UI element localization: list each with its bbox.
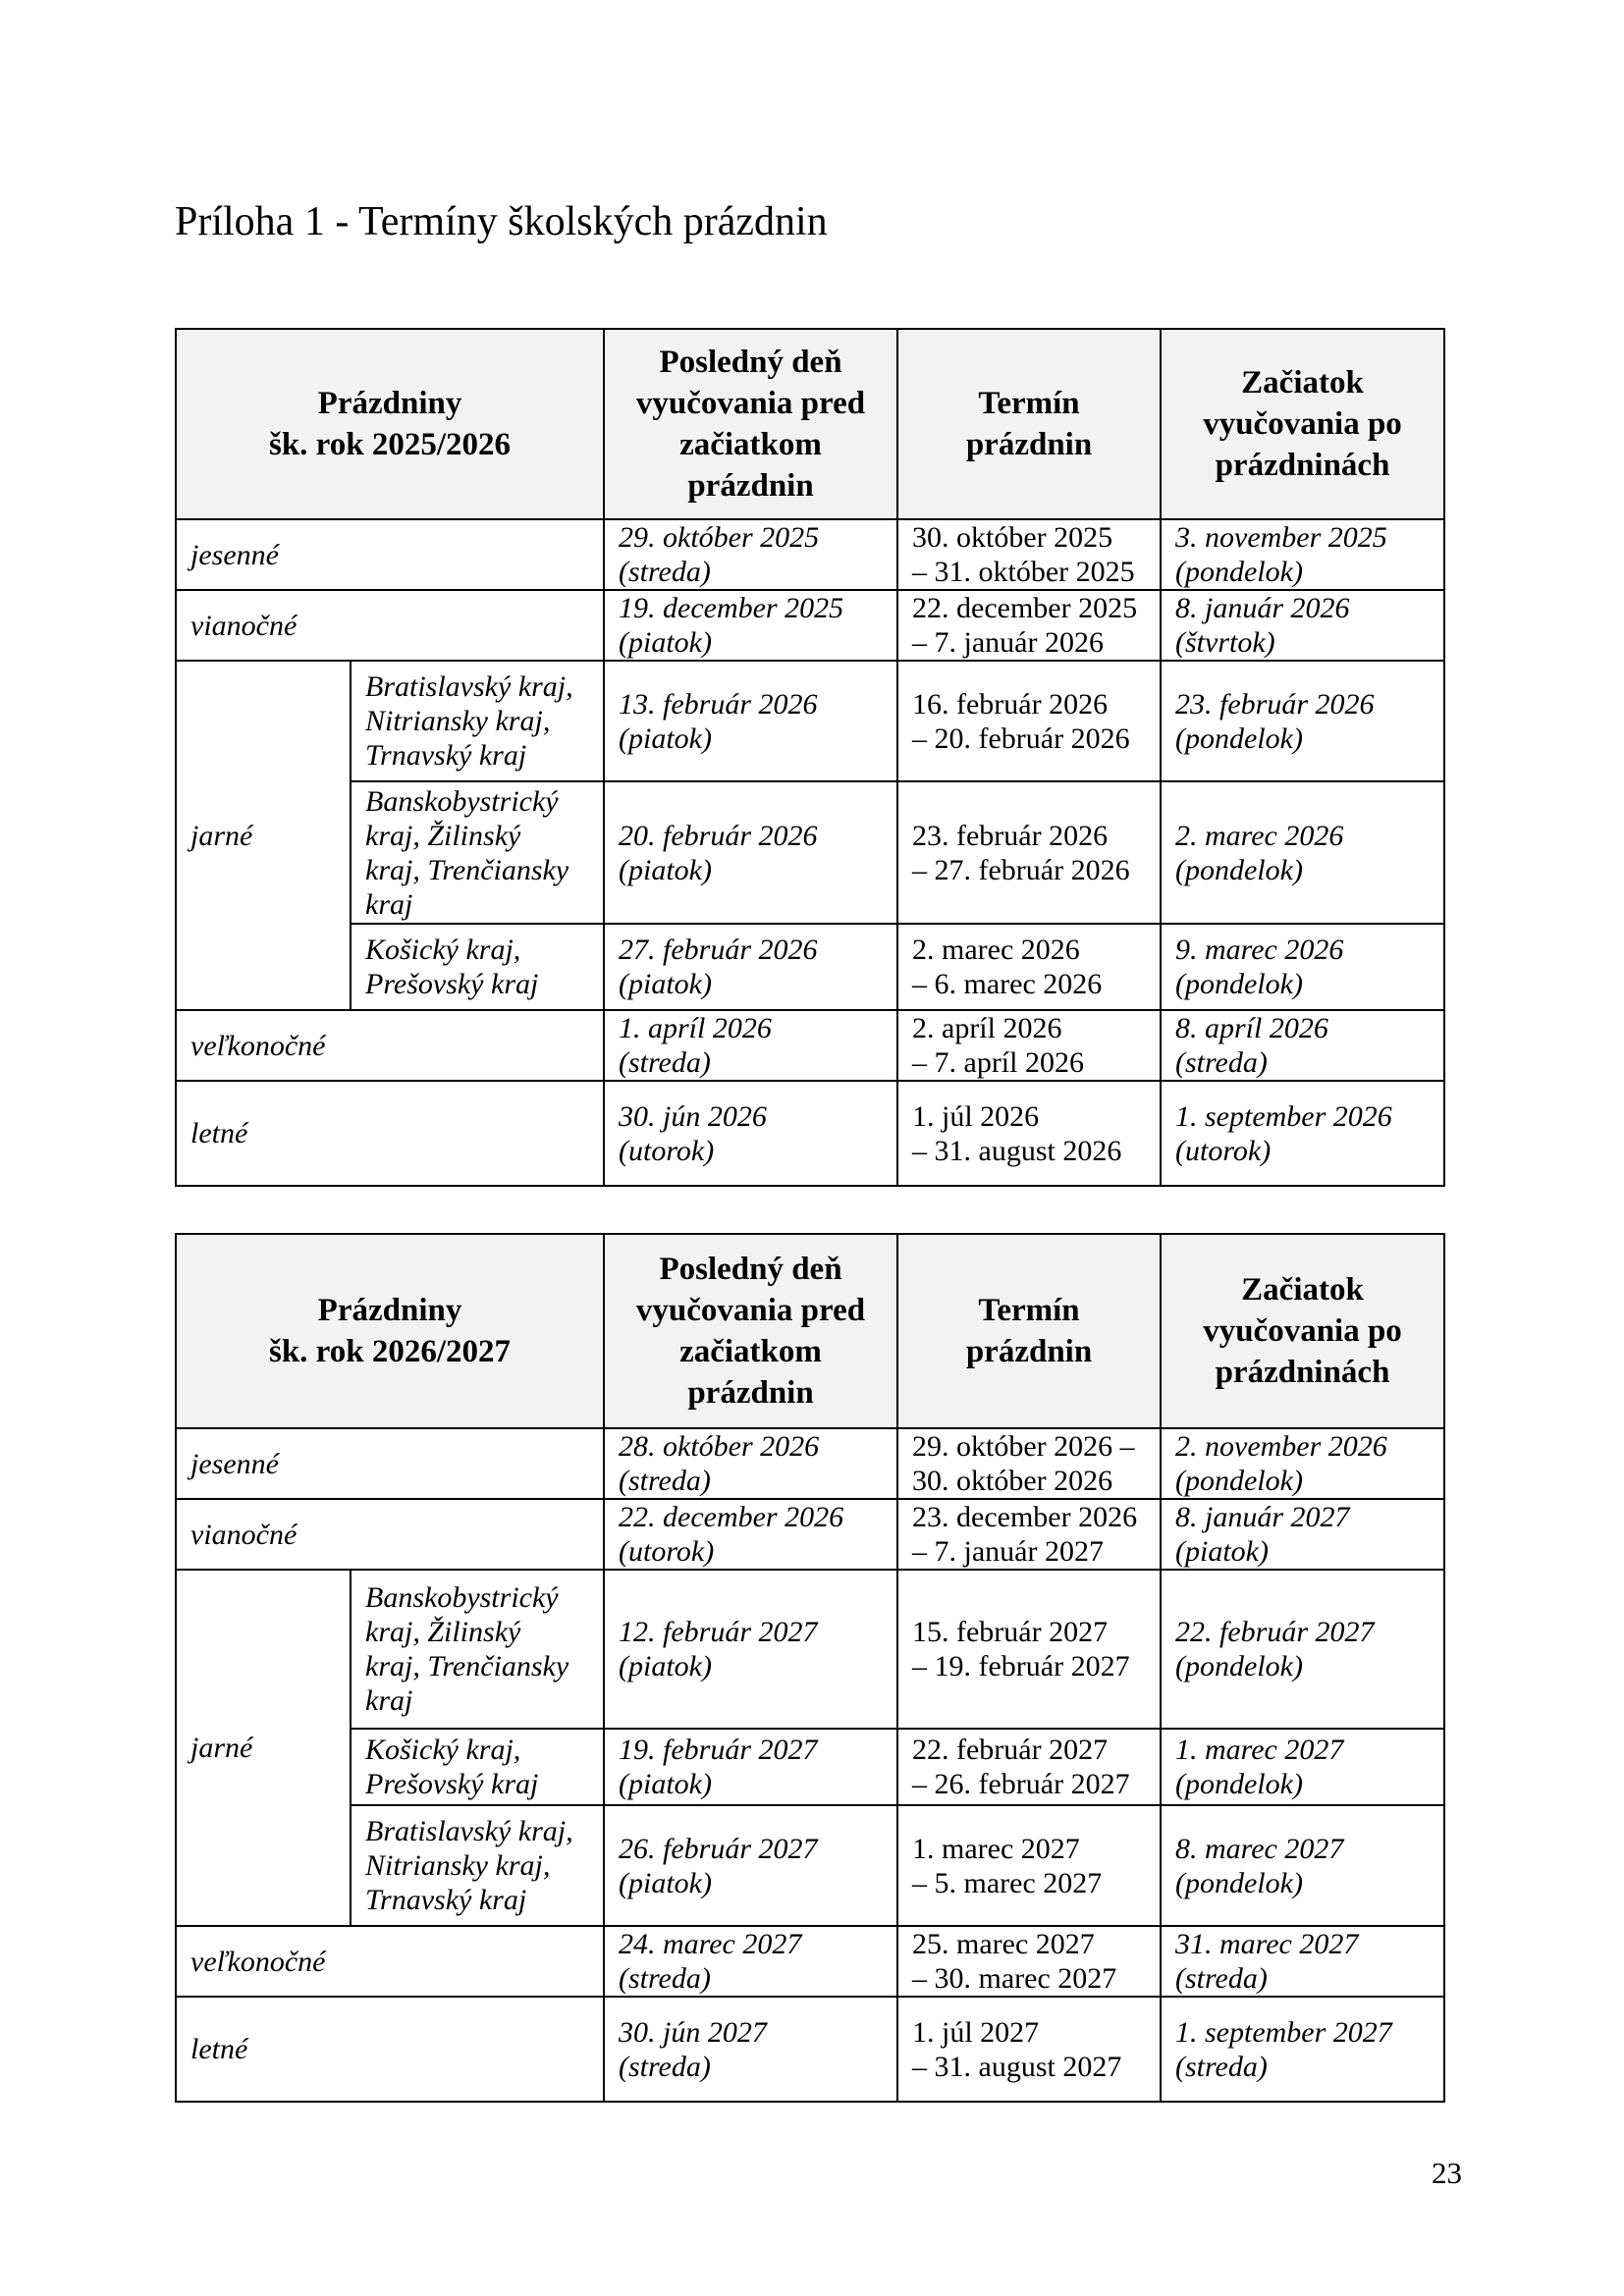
table-row (176, 924, 1444, 1010)
table-row (176, 1570, 1444, 1729)
start-cell: 22. február 2027 (pondelok) (1161, 1570, 1444, 1729)
term-cell: 15. február 2027 – 19. február 2027 (897, 1570, 1161, 1729)
region-cell: Bratislavský kraj, Nitriansky kraj, Trnavský kraj (351, 1805, 604, 1926)
term-cell: 1. júl 2027 – 31. august 2027 (897, 1997, 1161, 2102)
last-day-cell: 30. jún 2027 (streda) (604, 1997, 897, 2102)
region-cell: Bratislavský kraj, Nitriansky kraj, Trnavský kraj (351, 661, 604, 781)
last-day-cell: 20. február 2026 (piatok) (604, 781, 897, 924)
start-cell: 3. november 2025 (pondelok) (1161, 519, 1444, 590)
last-day-cell: 28. október 2026 (streda) (604, 1428, 897, 1499)
page-title: Príloha 1 - Termíny školských prázdnin (175, 199, 828, 244)
region-cell: Košický kraj, Prešovský kraj (351, 1729, 604, 1805)
term-cell: 30. október 2025 – 31. október 2025 (897, 519, 1161, 590)
start-cell: 8. apríl 2026 (streda) (1161, 1010, 1444, 1081)
header-term: Termín prázdnin (897, 329, 1161, 519)
holiday-name: veľkonočné (176, 1010, 604, 1081)
holiday-name: letné (176, 1081, 604, 1186)
term-cell: 22. december 2025 – 7. január 2026 (897, 590, 1161, 661)
start-cell: 8. marec 2027 (pondelok) (1161, 1805, 1444, 1926)
holiday-name: jarné (176, 661, 351, 1010)
start-cell: 23. február 2026 (pondelok) (1161, 661, 1444, 781)
table-row (176, 1805, 1444, 1926)
last-day-cell: 12. február 2027 (piatok) (604, 1570, 897, 1729)
term-cell: 16. február 2026 – 20. február 2026 (897, 661, 1161, 781)
term-cell: 2. apríl 2026 – 7. apríl 2026 (897, 1010, 1161, 1081)
table-row (176, 1010, 1444, 1081)
term-cell: 2. marec 2026 – 6. marec 2026 (897, 924, 1161, 1010)
header-holidays: Prázdniny šk. rok 2025/2026 (176, 329, 604, 519)
term-cell: 23. február 2026 – 27. február 2026 (897, 781, 1161, 924)
start-cell: 2. marec 2026 (pondelok) (1161, 781, 1444, 924)
last-day-cell: 24. marec 2027 (streda) (604, 1926, 897, 1997)
holiday-name: veľkonočné (176, 1926, 604, 1997)
term-cell: 23. december 2026 – 7. január 2027 (897, 1499, 1161, 1570)
holiday-name: letné (176, 1997, 604, 2102)
header-holidays: Prázdniny šk. rok 2026/2027 (176, 1234, 604, 1428)
holiday-name: vianočné (176, 590, 604, 661)
table-row (176, 519, 1444, 590)
start-cell: 1. september 2027 (streda) (1161, 1997, 1444, 2102)
table-row (176, 1428, 1444, 1499)
table-header-row (176, 1234, 1444, 1428)
header-term: Termín prázdnin (897, 1234, 1161, 1428)
table-header-row (176, 329, 1444, 519)
page-number: 23 (1432, 2156, 1462, 2190)
start-cell: 1. marec 2027 (pondelok) (1161, 1729, 1444, 1805)
term-cell: 1. júl 2026 – 31. august 2026 (897, 1081, 1161, 1186)
last-day-cell: 30. jún 2026 (utorok) (604, 1081, 897, 1186)
table-row (176, 1997, 1444, 2102)
table-row (176, 1499, 1444, 1570)
start-cell: 2. november 2026 (pondelok) (1161, 1428, 1444, 1499)
last-day-cell: 26. február 2027 (piatok) (604, 1805, 897, 1926)
last-day-cell: 29. október 2025 (streda) (604, 519, 897, 590)
header-last-day: Posledný deň vyučovania pred začiatkom prázdnin (604, 1234, 897, 1428)
header-last-day: Posledný deň vyučovania pred začiatkom prázdnin (604, 329, 897, 519)
start-cell: 9. marec 2026 (pondelok) (1161, 924, 1444, 1010)
start-cell: 1. september 2026 (utorok) (1161, 1081, 1444, 1186)
table-row (176, 1729, 1444, 1805)
last-day-cell: 19. december 2025 (piatok) (604, 590, 897, 661)
holiday-name: jesenné (176, 1428, 604, 1499)
table-row (176, 1926, 1444, 1997)
term-cell: 29. október 2026 – 30. október 2026 (897, 1428, 1161, 1499)
holidays-table-2026-2027 (175, 1233, 1445, 2103)
region-cell: Banskobystrický kraj, Žilinský kraj, Trenčiansky kraj (351, 781, 604, 924)
holidays-table-2025-2026 (175, 328, 1445, 1187)
start-cell: 8. január 2027 (piatok) (1161, 1499, 1444, 1570)
term-cell: 1. marec 2027 – 5. marec 2027 (897, 1805, 1161, 1926)
term-cell: 25. marec 2027 – 30. marec 2027 (897, 1926, 1161, 1997)
region-cell: Košický kraj, Prešovský kraj (351, 924, 604, 1010)
header-start: Začiatok vyučovania po prázdninách (1161, 1234, 1444, 1428)
holiday-name: jesenné (176, 519, 604, 590)
last-day-cell: 19. február 2027 (piatok) (604, 1729, 897, 1805)
header-start: Začiatok vyučovania po prázdninách (1161, 329, 1444, 519)
last-day-cell: 22. december 2026 (utorok) (604, 1499, 897, 1570)
last-day-cell: 27. február 2026 (piatok) (604, 924, 897, 1010)
table-row (176, 781, 1444, 924)
holiday-name: jarné (176, 1570, 351, 1926)
start-cell: 31. marec 2027 (streda) (1161, 1926, 1444, 1997)
last-day-cell: 1. apríl 2026 (streda) (604, 1010, 897, 1081)
table-row (176, 590, 1444, 661)
table-row (176, 1081, 1444, 1186)
start-cell: 8. január 2026 (štvrtok) (1161, 590, 1444, 661)
holiday-name: vianočné (176, 1499, 604, 1570)
region-cell: Banskobystrický kraj, Žilinský kraj, Trenčiansky kraj (351, 1570, 604, 1729)
term-cell: 22. február 2027 – 26. február 2027 (897, 1729, 1161, 1805)
last-day-cell: 13. február 2026 (piatok) (604, 661, 897, 781)
table-row (176, 661, 1444, 781)
